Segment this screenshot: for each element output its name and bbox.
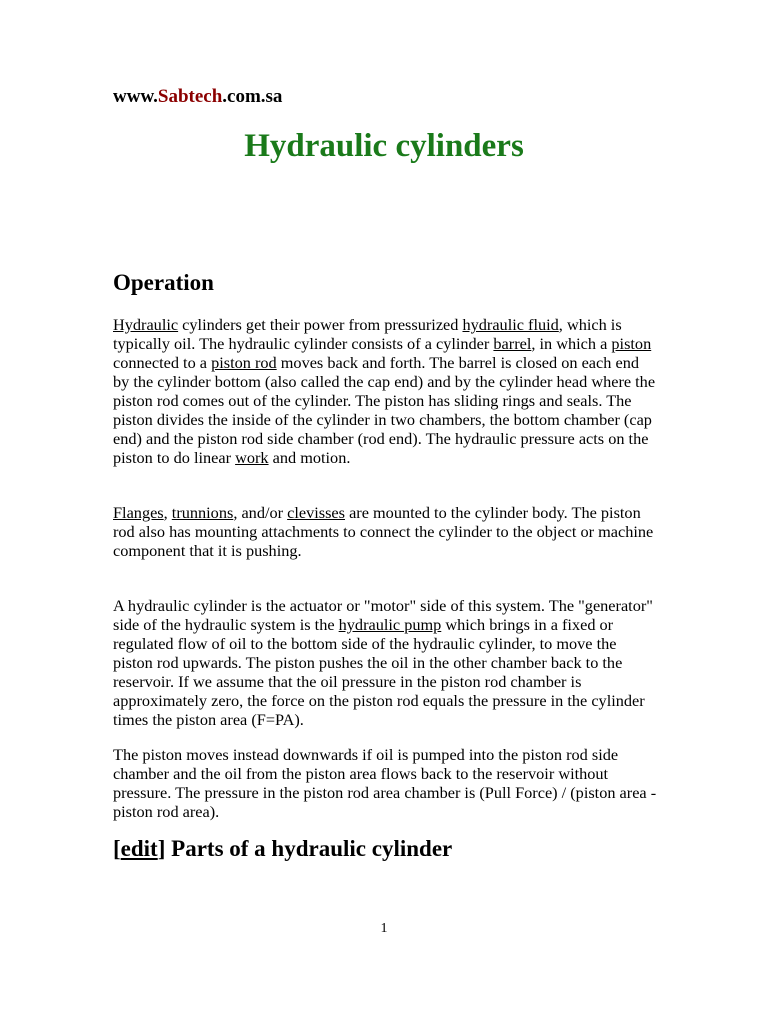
site-brand: Sabtech xyxy=(157,86,223,107)
text-span: which brings in a fixed or regulated flow of oil to the bottom side of the hydraulic cylinder, to move the piston rod upwards. The piston pushes the oil in the other chamber back to the reservoir. If we assume that the oil pressure in the piston rod chamber is approximately zero, the force on the piston rod equals the pressure in the cylinder times the piston area (F=PA). xyxy=(113,615,645,729)
page-number: 1 xyxy=(380,921,388,936)
link-hydraulic-pump[interactable]: hydraulic pump xyxy=(338,615,442,634)
bracket-close: ] xyxy=(157,836,166,861)
text-span: connected to a xyxy=(113,353,212,372)
page-title: Hydraulic cylinders xyxy=(244,128,524,164)
edit-link[interactable]: edit xyxy=(120,836,158,861)
text-span: and motion. xyxy=(268,448,351,467)
link-hydraulic[interactable]: Hydraulic xyxy=(113,315,179,334)
paragraph-operation-2 xyxy=(113,503,658,560)
section-heading-text: Parts of a hydraulic cylinder xyxy=(165,836,453,861)
section-heading-operation: Operation xyxy=(113,270,214,295)
text-span: cylinders get their power from pressurized xyxy=(178,315,463,334)
link-clevisses[interactable]: clevisses xyxy=(287,503,345,522)
text-span: , in which a xyxy=(531,334,612,353)
paragraph-operation-3 xyxy=(113,596,658,729)
text-span: are mounted to the cylinder body. The piston rod also has mounting attachments to connect the cylinder to the object or machine component that it is pushing. xyxy=(113,503,654,560)
paragraph-operation-4: The piston moves instead downwards if oil is pumped into the piston rod side chamber and the oil from the piston area flows back to the reservoir without pressure. The pressure in the piston rod area chamber is (Pull Force) / (piston area - piston rod area). xyxy=(113,745,657,821)
site-url xyxy=(113,86,282,108)
link-work[interactable]: work xyxy=(235,448,269,467)
link-hydraulic-fluid[interactable]: hydraulic fluid xyxy=(462,315,559,334)
text-span: A hydraulic cylinder is the actuator or "motor" side of this system. The "generator" side of the hydraulic system is the xyxy=(113,596,653,634)
text-span: , which is typically oil. The hydraulic cylinder consists of a cylinder xyxy=(113,315,622,353)
site-prefix: www. xyxy=(113,86,158,107)
text-span: , xyxy=(163,503,172,522)
section-heading-parts xyxy=(113,836,452,862)
text-span: moves back and forth. The barrel is closed on each end by the cylinder bottom (also called the cap end) and by the cylinder head where the piston rod comes out of the cylinder. The piston has sliding rings and seals. The piston divides the inside of the cylinder in two chambers, the bottom chamber (cap end) and the piston rod side chamber (rod end). The hydraulic pressure acts on the piston to do linear xyxy=(113,353,656,467)
site-suffix: .com.sa xyxy=(222,86,283,107)
link-trunnions[interactable]: trunnions xyxy=(171,503,234,522)
text-span: , and/or xyxy=(233,503,288,522)
bracket-open: [ xyxy=(113,836,121,861)
link-flanges[interactable]: Flanges xyxy=(113,503,164,522)
link-piston[interactable]: piston xyxy=(611,334,652,353)
link-barrel[interactable]: barrel xyxy=(493,334,532,353)
paragraph-operation-1 xyxy=(113,315,658,467)
link-piston-rod[interactable]: piston rod xyxy=(211,353,277,372)
